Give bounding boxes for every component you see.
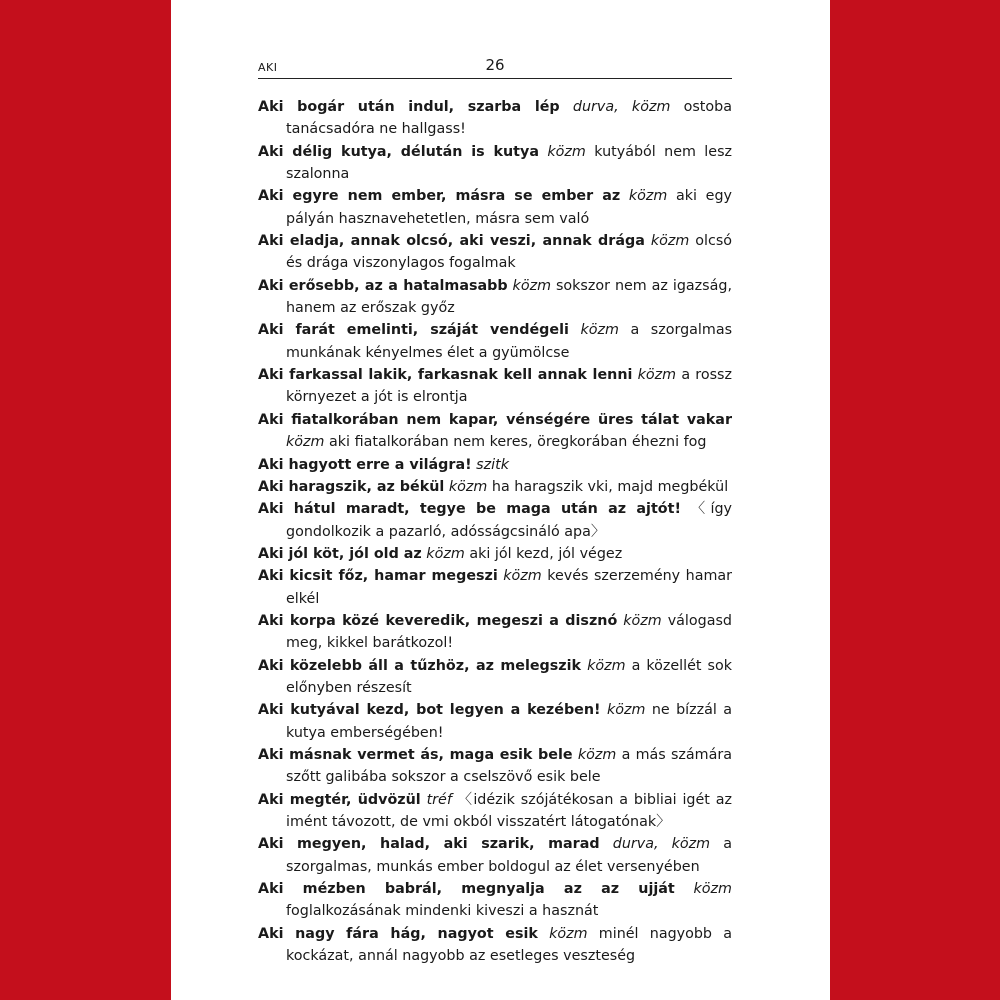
dictionary-entry xyxy=(258,543,732,565)
entry-definition: ha haragszik vki, majd megbékül xyxy=(491,478,729,495)
dictionary-entry xyxy=(258,476,732,498)
entry-label: közm xyxy=(503,568,542,585)
entry-label: közm xyxy=(286,434,325,451)
entry-headword: Aki eladja, annak olcsó, aki veszi, annak drága xyxy=(258,233,645,250)
entry-definition: aki egy pályán hasznavehetetlen, másra sem való xyxy=(286,188,733,227)
entry-headword: Aki fiatalkorában nem kapar, vénségére üres tálat vakar xyxy=(258,411,732,428)
entry-headword: Aki farkassal lakik, farkasnak kell annak lenni xyxy=(258,367,633,384)
entry-headword: Aki megtér, üdvözül xyxy=(258,791,421,808)
entry-definition: foglalkozásának mindenki kiveszi a hasznát xyxy=(286,903,599,920)
running-head xyxy=(258,56,732,79)
dictionary-entry xyxy=(258,833,732,878)
entry-headword: Aki kicsit főz, hamar megeszi xyxy=(258,568,498,585)
entry-label: közm xyxy=(448,478,488,495)
entry-headword: Aki közelebb áll a tűzhöz, az melegszik xyxy=(258,657,582,674)
entry-label: durva, közm xyxy=(612,836,711,853)
entry-definition: 〈idézik szójátékosan a bibliai igét az imént távozott, de vmi okból visszatért látogatónak〉 xyxy=(286,791,733,830)
dictionary-entry xyxy=(258,141,732,186)
dictionary-entry xyxy=(258,744,732,789)
dictionary-entry xyxy=(258,364,732,409)
entry-definition: kevés szerzemény hamar elkél xyxy=(286,568,733,607)
entry-headword: Aki egyre nem ember, másra se ember az xyxy=(258,188,621,205)
dictionary-entry xyxy=(258,319,732,364)
dictionary-entry xyxy=(258,96,732,141)
entry-headword: Aki másnak vermet ás, maga esik bele xyxy=(258,746,573,763)
entry-headword: Aki mézben babrál, megnyalja az az ujját xyxy=(258,881,675,898)
entry-label: közm xyxy=(606,702,646,719)
entry-label: tréf xyxy=(426,791,452,808)
dictionary-entry xyxy=(258,498,732,543)
dictionary-entry xyxy=(258,923,732,968)
entry-headword: Aki erősebb, az a hatalmasabb xyxy=(258,277,508,294)
entry-definition: olcsó és drága viszonylagos fogalmak xyxy=(286,233,733,272)
entry-definition: a más számára szőtt galibába sokszor a cselszövő esik bele xyxy=(286,746,732,786)
entry-definition: a szorgalmas, munkás ember boldogul az élet versenyében xyxy=(286,836,732,875)
entry-label: durva, közm xyxy=(572,99,671,115)
dictionary-entry xyxy=(258,185,732,230)
entry-label: szitk xyxy=(476,456,509,473)
entry-label: közm xyxy=(549,925,588,942)
entry-headword: Aki korpa közé keveredik, megeszi a disznó xyxy=(258,612,618,629)
entry-headword: Aki hátul maradt, tegye be maga után az ajtót! xyxy=(258,501,681,518)
dictionary-page xyxy=(171,0,830,1000)
entry-label: közm xyxy=(577,746,617,763)
dictionary-entry xyxy=(258,610,732,655)
entry-definition: a rossz környezet a jót is elrontja xyxy=(286,367,733,406)
dictionary-entry xyxy=(258,275,732,320)
dictionary-entry xyxy=(258,655,732,700)
entry-definition: aki fiatalkorában nem keres, öregkorában éhezni fog xyxy=(329,434,707,451)
entry-headword: Aki haragszik, az békül xyxy=(258,478,445,495)
entry-label: közm xyxy=(693,881,732,898)
entry-headword: Aki kutyával kezd, bot legyen a kezében! xyxy=(258,702,601,719)
dictionary-entry xyxy=(258,699,732,744)
entry-list xyxy=(258,96,732,967)
dictionary-entry xyxy=(258,454,732,476)
dictionary-entry xyxy=(258,878,732,923)
entry-definition: sokszor nem az igazság, hanem az erőszak győz xyxy=(286,277,732,317)
entry-definition: minél nagyobb a kockázat, annál nagyobb az esetleges veszteség xyxy=(286,925,732,965)
entry-label: közm xyxy=(426,545,465,562)
page-number: 26 xyxy=(485,56,505,74)
entry-headword: Aki bogár után indul, szarba lép xyxy=(258,99,560,115)
running-head-word: AKI xyxy=(258,61,278,74)
entry-headword: Aki hagyott erre a világra! xyxy=(258,456,472,473)
entry-definition: ne bízzál a kutya emberségében! xyxy=(286,702,733,741)
entry-definition: válogasd meg, kikkel barátkozol! xyxy=(286,612,733,652)
dictionary-entry xyxy=(258,230,732,275)
entry-definition: a szorgalmas munkának kényelmes élet a gyümölcse xyxy=(286,322,733,361)
entry-definition: ostoba tanácsadóra ne hallgass! xyxy=(286,99,732,138)
entry-label: közm xyxy=(512,277,552,294)
dictionary-entry xyxy=(258,789,732,834)
entry-label: közm xyxy=(628,188,668,205)
entry-definition: kutyából nem lesz szalonna xyxy=(286,143,733,183)
entry-headword: Aki jól köt, jól old az xyxy=(258,545,422,562)
entry-label: közm xyxy=(623,612,662,629)
entry-definition: a közellét sok előnyben részesít xyxy=(286,657,733,696)
entry-definition: 〈így gondolkozik a pazarló, adósságcsináló apa〉 xyxy=(286,501,733,540)
dictionary-entry xyxy=(258,409,732,454)
entry-definition: aki jól kezd, jól végez xyxy=(469,545,623,562)
entry-label: közm xyxy=(580,322,619,339)
entry-headword: Aki délig kutya, délután is kutya xyxy=(258,143,539,160)
entry-label: közm xyxy=(650,233,690,250)
entry-headword: Aki farát emelinti, száját vendégeli xyxy=(258,322,569,339)
entry-label: közm xyxy=(587,657,626,674)
dictionary-entry xyxy=(258,565,732,610)
entry-headword: Aki nagy fára hág, nagyot esik xyxy=(258,925,538,942)
entry-label: közm xyxy=(637,367,677,384)
entry-label: közm xyxy=(547,143,586,160)
entry-headword: Aki megyen, halad, aki szarik, marad xyxy=(258,836,600,853)
